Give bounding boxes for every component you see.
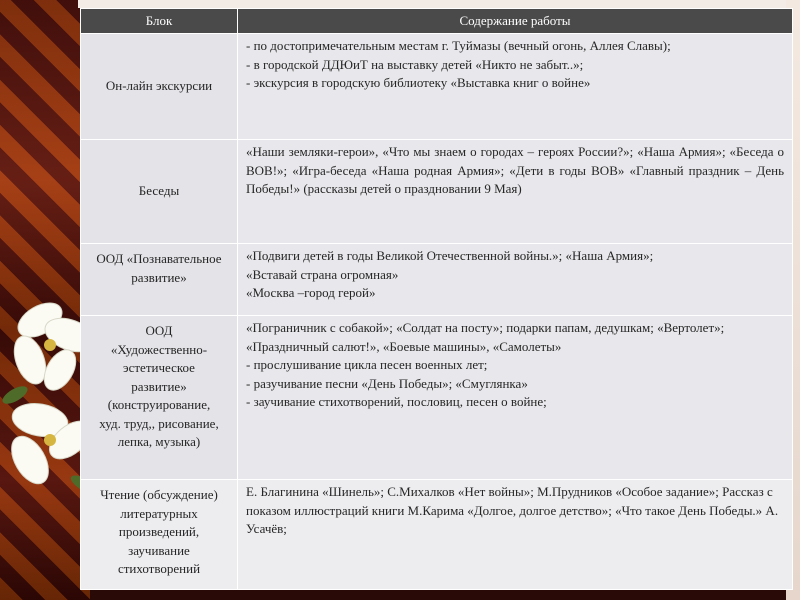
table-row xyxy=(81,480,793,590)
content-line: - по достопримечательным местам г. Туймазы (вечный огонь, Аллея Славы); xyxy=(246,38,671,53)
block-line: лепка, музыка) xyxy=(117,434,201,449)
content-line: - прослушивание цикла песен военных лет; xyxy=(246,357,488,372)
block-line: заучивание xyxy=(128,542,190,558)
top-border xyxy=(78,0,800,8)
content-line: «Наши земляки-герои», «Что мы знаем о городах – героях России?»; «Наша Армия»; «Беседа о ВОВ!»; «Игра-беседа «Наша родная Армия»; «Дети в годы ВОВ» «Главный праздник – День Победы!» (рассказы детей о праздновании 9 Мая) xyxy=(246,144,784,196)
block-line: ООД xyxy=(145,323,173,338)
content-line: «Подвиги детей в годы Великой Отечественной войны.»; «Наша Армия»; xyxy=(246,248,654,263)
content-cell xyxy=(238,34,793,140)
block-cell xyxy=(81,480,238,590)
content-line: «Пограничник с собакой»; «Солдат на посту»; подарки папам, дедушкам; «Вертолет»; «Праздничный салют!», «Боевые машины», «Самолеты» xyxy=(246,320,725,354)
content-line: - заучивание стихотворений, пословиц, песен о войне; xyxy=(246,394,547,409)
content-cell xyxy=(238,140,793,244)
decorative-background xyxy=(0,0,90,600)
content-cell xyxy=(238,480,793,590)
table-header-row xyxy=(81,9,793,34)
content-line: «Вставай страна огромная» xyxy=(246,266,399,282)
table-row xyxy=(81,140,793,244)
block-line: стихотворений xyxy=(117,561,201,576)
content-line: Е. Благинина «Шинель»; С.Михалков «Нет войны»; М.Прудников «Особое задание»; Рассказ с показом иллюстраций книги М.Карима «Долгое, долгое детство»; «Что такое День Победы.» А. Усачёв; xyxy=(246,484,779,536)
block-line: худ. труд,, рисование, xyxy=(99,415,219,431)
block-cell: Беседы xyxy=(81,140,238,244)
block-cell: ООД «Познавательное развитие» xyxy=(81,244,238,316)
content-line: - разучивание песни «День Победы»; «Смуглянка» xyxy=(246,375,528,391)
block-line: произведений, xyxy=(118,524,200,539)
content-line: - экскурсия в городскую библиотеку «Выставка книг о войне» xyxy=(246,75,591,90)
table-row xyxy=(81,34,793,140)
content-cell xyxy=(238,316,793,480)
header-content: Содержание работы xyxy=(238,9,793,34)
block-line: литературных xyxy=(120,505,198,521)
block-cell xyxy=(81,316,238,480)
content-line: «Москва –город герой» xyxy=(246,285,376,300)
flower-icon xyxy=(0,280,90,510)
content-cell xyxy=(238,244,793,316)
block-line: «Художественно- xyxy=(110,341,208,357)
header-block: Блок xyxy=(81,9,238,34)
content-line: - в городской ДДЮиТ на выставку детей «Никто не забыт..»; xyxy=(246,56,584,72)
activities-table xyxy=(80,8,793,590)
block-line: развитие» xyxy=(131,378,187,394)
block-line: Чтение (обсуждение) xyxy=(100,487,218,502)
table-row xyxy=(81,316,793,480)
block-line: (конструирование, xyxy=(107,397,211,412)
table-row xyxy=(81,244,793,316)
block-cell: Он-лайн экскурсии xyxy=(81,34,238,140)
block-line: эстетическое xyxy=(123,360,195,375)
